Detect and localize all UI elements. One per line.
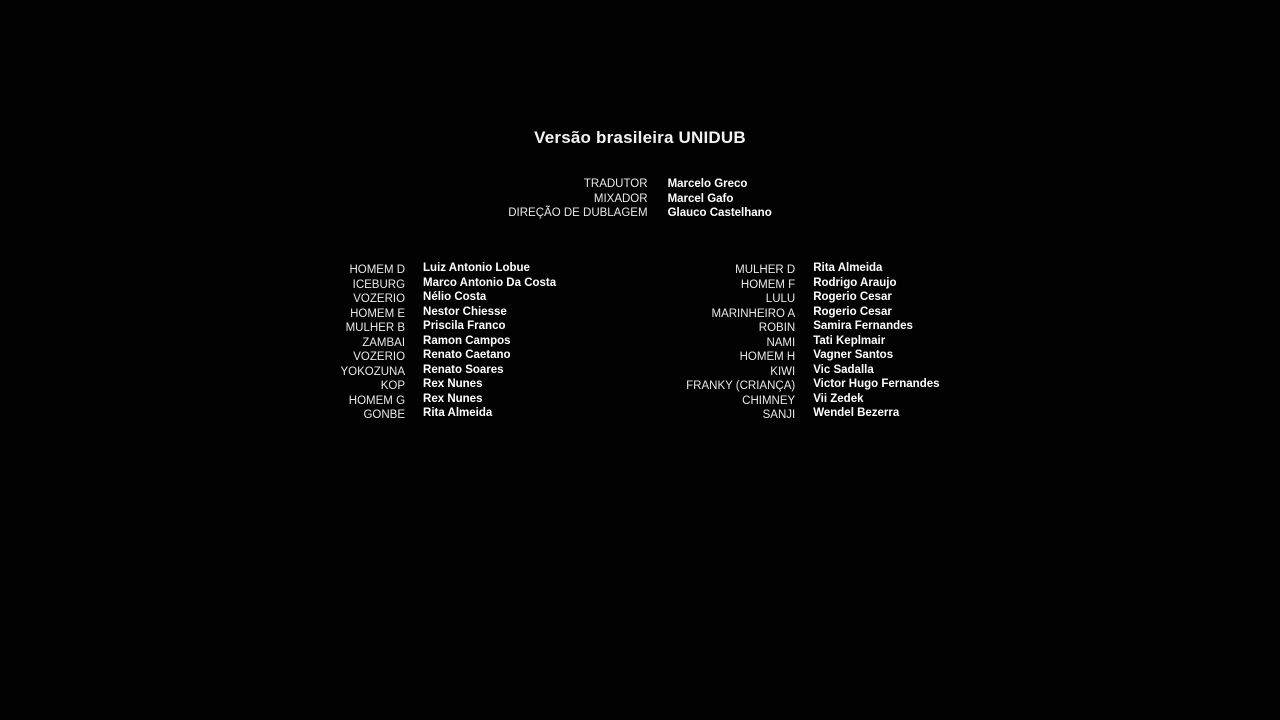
cast-role: ICEBURG (352, 278, 406, 291)
cast-name: Rex Nunes (423, 378, 483, 391)
cast-role: LULU (765, 293, 796, 306)
cast-role: CHIMNEY (742, 394, 796, 407)
cast-column-2 (686, 261, 939, 423)
cast-role-list (340, 261, 405, 423)
cast-name: Vii Zedek (813, 392, 864, 405)
cast-role-list (686, 261, 795, 423)
cast-name: Tati Keplmair (813, 334, 886, 347)
cast-role: MULHER B (345, 322, 406, 335)
cast-name: Nélio Costa (423, 291, 487, 304)
crew-credits (0, 177, 1280, 221)
crew-name: Marcel Gafo (667, 192, 734, 205)
crew-name: Glauco Castelhano (667, 207, 772, 220)
cast-name: Wendel Bezerra (813, 407, 900, 420)
cast-name: Vic Sadalla (813, 363, 874, 376)
cast-role: ROBIN (758, 322, 796, 335)
cast-role: MULHER D (735, 264, 796, 276)
cast-name-list (423, 261, 556, 423)
crew-role: TRADUTOR (583, 178, 648, 190)
page-title: Versão brasileira UNIDUB (534, 128, 746, 147)
cast-role: ZAMBAI (362, 336, 406, 349)
cast-name: Marco Antonio Da Costa (423, 276, 557, 289)
cast-role: MARINHEIRO A (711, 307, 796, 320)
cast-role: HOMEM H (739, 351, 796, 364)
cast-name: Rita Almeida (813, 262, 883, 274)
cast-name: Samira Fernandes (813, 320, 913, 333)
cast-name: Nestor Chiesse (423, 305, 507, 318)
crew-table (508, 177, 771, 221)
crew-role: MIXADOR (593, 192, 648, 205)
cast-name: Priscila Franco (423, 320, 506, 333)
cast-role: HOMEM F (740, 278, 796, 291)
cast-role: NAMI (766, 336, 796, 349)
crew-name: Marcelo Greco (667, 178, 748, 190)
cast-role: FRANKY (CRIANÇA) (686, 380, 796, 393)
cast-name: Rogerio Cesar (813, 291, 892, 304)
cast-name: Rodrigo Araujo (813, 276, 897, 289)
cast-role: KOP (380, 380, 406, 393)
cast-name: Renato Soares (423, 363, 504, 376)
cast-role: VOZERIO (353, 351, 406, 364)
cast-name: Vagner Santos (813, 349, 894, 362)
cast-name: Rita Almeida (423, 407, 493, 420)
cast-column-1 (340, 261, 556, 423)
cast-name: Luiz Antonio Lobue (423, 262, 530, 274)
cast-role: HOMEM G (348, 394, 406, 407)
cast-name: Ramon Campos (423, 334, 511, 347)
cast-name: Renato Caetano (423, 349, 511, 362)
cast-role: YOKOZUNA (340, 365, 406, 378)
cast-role: SANJI (762, 409, 796, 422)
cast-name: Rogerio Cesar (813, 305, 892, 318)
cast-role: HOMEM D (349, 264, 406, 276)
cast-name: Victor Hugo Fernandes (813, 378, 940, 391)
crew-role: DIREÇÃO DE DUBLAGEM (508, 207, 648, 220)
cast-role: VOZERIO (353, 293, 406, 306)
cast-role: GONBE (363, 409, 406, 422)
cast-name-list (813, 261, 939, 423)
cast-role: HOMEM E (350, 307, 406, 320)
cast-role: KIWI (770, 365, 796, 378)
cast-credits (0, 261, 1280, 423)
cast-name: Rex Nunes (423, 392, 483, 405)
